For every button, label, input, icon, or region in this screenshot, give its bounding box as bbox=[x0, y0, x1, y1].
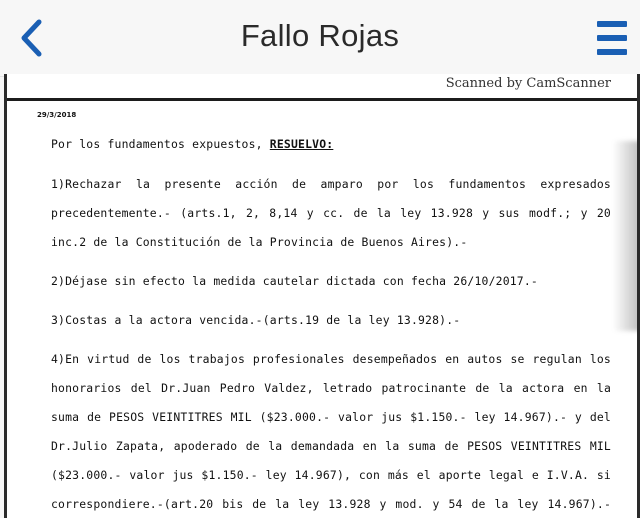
app-header bbox=[0, 0, 640, 77]
paragraph-1-line-3: inc.2 de la Constitución de la Provincia de Buenos Aires).- bbox=[51, 235, 468, 249]
paragraph-4-line-5: ($23.000.- valor jus $1.150.- ley 14.967), con más el aporte legal e I.V.A. si bbox=[51, 468, 611, 482]
paragraph-4-line-2: honorarios del Dr.Juan Pedro Valdez, letrado patrocinante de la actora en la bbox=[51, 381, 611, 395]
scan-header bbox=[7, 74, 637, 101]
scan-shadow bbox=[613, 141, 640, 331]
resuelvo-heading: RESUELVO: bbox=[269, 137, 334, 151]
menu-button[interactable] bbox=[590, 12, 634, 64]
document-date: 29/3/2018 bbox=[37, 111, 77, 119]
paragraph-4-line-1: 4)En virtud de los trabajos profesionales desempeñados en autos se regulan los bbox=[51, 352, 611, 366]
scanner-watermark: Scanned by CamScanner bbox=[445, 76, 611, 91]
paragraph-4-line-3: suma de PESOS VEINTITRES MIL ($23.000.- valor jus $1.150.- ley 14.967).- y del bbox=[51, 410, 611, 424]
document-viewer[interactable] bbox=[4, 74, 640, 518]
paragraph-2: 2)Déjase sin efecto la medida cautelar dictada con fecha 26/10/2017.- bbox=[51, 274, 538, 288]
document-page bbox=[7, 101, 637, 518]
paragraph-3: 3)Costas a la actora vencida.-(arts.19 de la ley 13.928).- bbox=[51, 313, 461, 327]
intro-line bbox=[51, 137, 611, 151]
hamburger-menu-icon bbox=[597, 18, 627, 58]
paragraph-1-line-1: 1)Rechazar la presente acción de amparo por los fundamentos expresados bbox=[51, 177, 611, 191]
paragraph-1-line-2: precedentemente.- (arts.1, 2, 8,14 y cc. de la ley 13.928 y sus modf.; y 20 bbox=[51, 206, 611, 220]
paragraph-4-line-6: correspondiere.-(art.20 bis de la ley 13.928 y mod. y 54 de la ley 14.967).- bbox=[51, 497, 611, 511]
paragraph-4-line-4: Dr.Julio Zapata, apoderado de la demandada en la suma de PESOS VEINTITRES MIL bbox=[51, 439, 611, 453]
page-title: Fallo Rojas bbox=[240, 18, 400, 53]
intro-text: Por los fundamentos expuestos, bbox=[51, 137, 270, 151]
